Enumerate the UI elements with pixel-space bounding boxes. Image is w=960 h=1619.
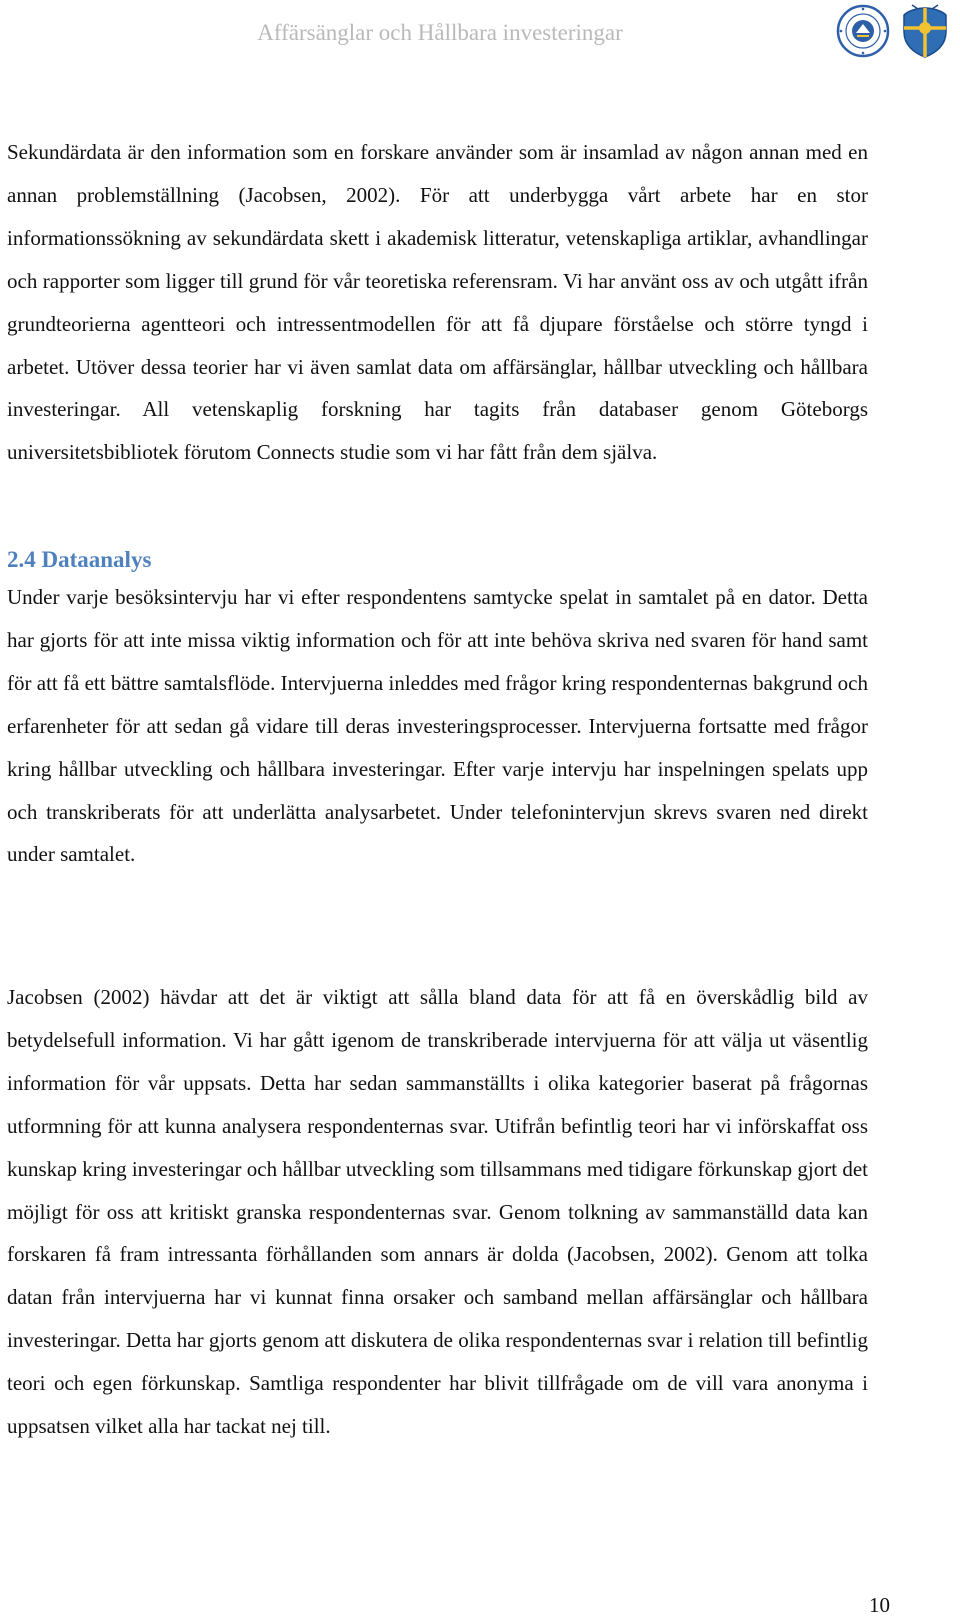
running-header: Affärsänglar och Hållbara investeringar [257, 20, 623, 45]
paragraph-secondary-data: Sekundärdata är den information som en forskare använder som är insamlad av någon annan med en annan problemställning (Jacobsen, 2002). För att underbygga vårt arbete har en stor informationssökning av sekundärdata skett i akademisk litteratur, vetenskapliga artiklar, avhandlingar och rapporter som ligger till grund för vår teoretiska referensram. Vi har använt oss av och utgått ifrån grundteorierna agentteori och intressentmodellen för att få djupare förståelse och större tyngd i arbetet. Utöver dessa teorier har vi även samlat data om affärsänglar, hållbar utveckling och hållbara investeringar. All vetenskaplig forskning har tagits från databaser genom Göteborgs universitetsbibliotek förutom Connects studie som vi har fått från dem själva. [7, 140, 868, 465]
header-logos [836, 2, 952, 60]
section-heading-dataanalys: 2.4 Dataanalys [7, 547, 152, 572]
university-crest-icon [898, 2, 952, 60]
page-number: 10 [869, 1593, 890, 1617]
paragraph-analysis: Jacobsen (2002) hävdar att det är viktigt att sålla bland data för att få en överskådlig bild av betydelsefull information. Vi har gått igenom de transkriberade intervjuerna för att välja ut väsentlig information för vår uppsats. Detta har sedan sammanställts i olika kategorier baserat på frågornas utformning för att kunna analysera respondenternas svar. Utifrån befintlig teori har vi införskaffat oss kunskap kring investeringar och hållbar utveckling som tillsammans med tidigare förkunskap gjort det möjligt för oss att kritiskt granska respondenternas svar. Genom tolkning av sammanställd data kan forskaren få fram intressanta förhållanden som annars är dolda (Jacobsen, 2002). Genom att tolka datan från intervjuerna har vi kunnat finna orsaker och samband mellan affärsänglar och hållbara investeringar. Detta har gjorts genom att diskutera de olika respondenternas svar i relation till befintlig teori och egen förkunskap. Samtliga respondenter har blivit tillfrågade om de vill vara anonyma i uppsatsen vilket alla har tackat nej till. [7, 985, 868, 1439]
paragraph-interviews: Under varje besöksintervju har vi efter respondentens samtycke spelat in samtalet på en dator. Detta har gjorts för att inte missa viktig information och för att inte behöva skriva ned svaren för hand samt för att få ett bättre samtalsflöde. Intervjuerna inleddes med frågor kring respondenternas bakgrund och erfarenheter för att sedan gå vidare till deras investeringsprocesser. Intervjuerna fortsatte med frågor kring hållbar utveckling och hållbara investeringar. Efter varje intervju har inspelningen spelats upp och transkriberats för att underlätta analysarbetet. Under telefonintervjun skrevs svaren ned direkt under samtalet. [7, 585, 868, 867]
university-seal-icon [836, 2, 890, 60]
